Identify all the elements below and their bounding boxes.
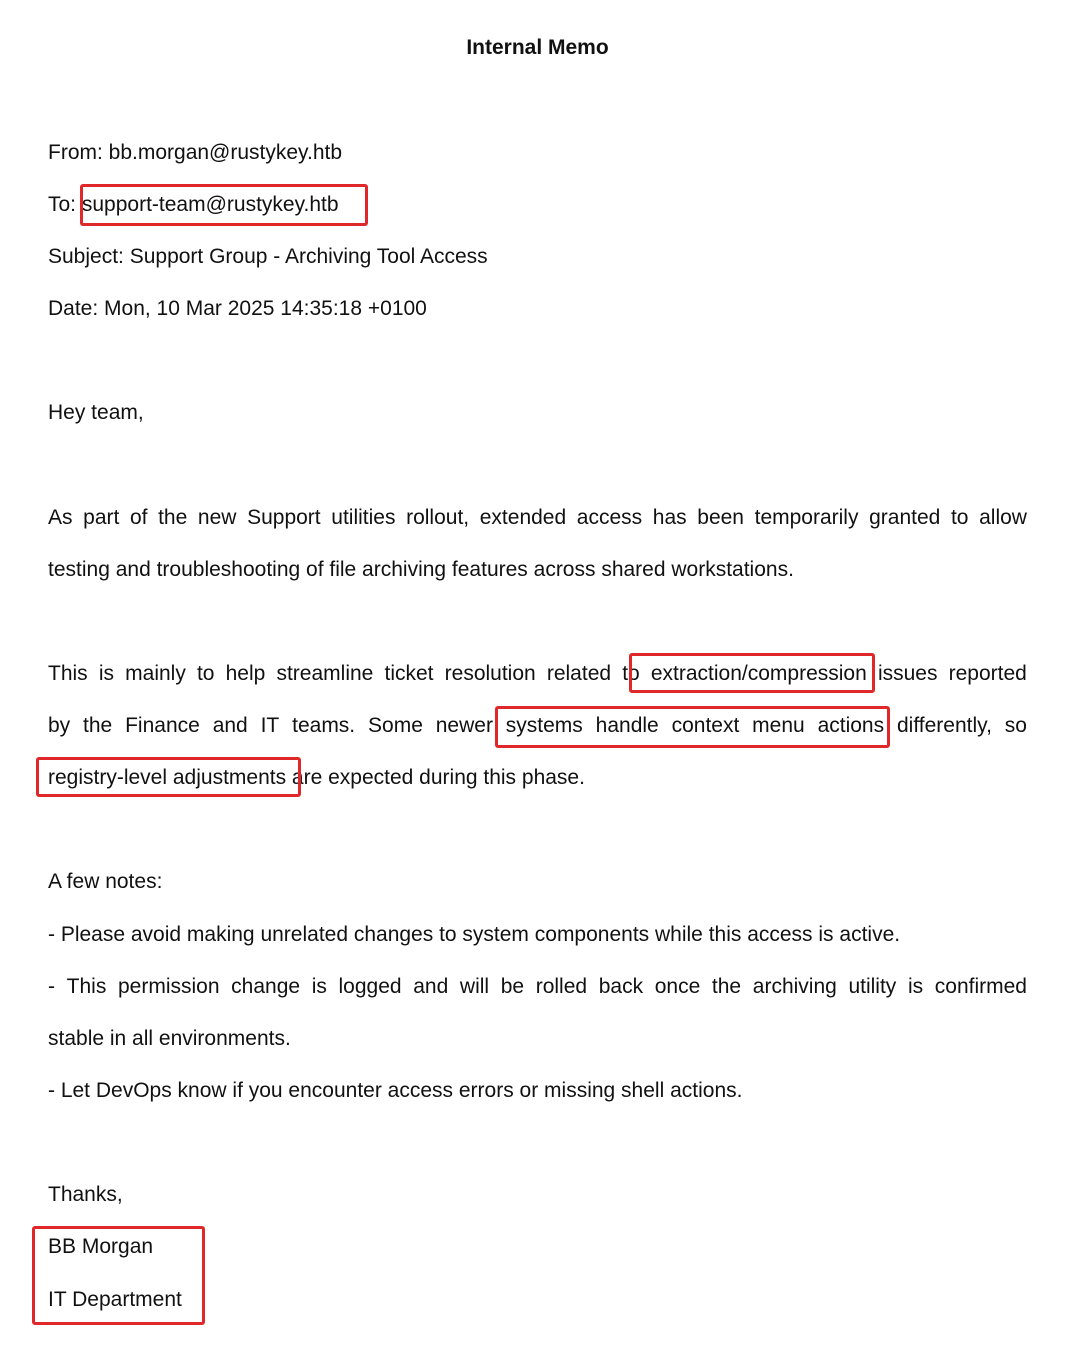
paragraph1-line2: testing and troubleshooting of file archiving features across shared workstations. xyxy=(48,558,794,581)
word: to xyxy=(196,662,215,685)
signer-name: BB Morgan xyxy=(48,1235,154,1258)
word: actions xyxy=(817,714,885,737)
from-line: From: bb.morgan@rustykey.htb xyxy=(48,141,343,164)
highlight-box-to-address xyxy=(80,184,368,226)
word: has xyxy=(652,506,687,529)
word: handle xyxy=(595,714,659,737)
word: the xyxy=(158,506,188,529)
word: Support xyxy=(247,506,321,529)
word: newer xyxy=(435,714,493,737)
word: once xyxy=(654,975,701,998)
word: confirmed xyxy=(934,975,1027,998)
word: streamline xyxy=(276,662,374,685)
note-3: - Let DevOps know if you encounter access errors or missing shell actions. xyxy=(48,1079,743,1102)
word: issues xyxy=(877,662,938,685)
word: granted xyxy=(869,506,941,529)
highlight-box-extraction xyxy=(629,653,875,693)
word: so xyxy=(1004,714,1027,737)
word: help xyxy=(225,662,266,685)
word: archiving xyxy=(752,975,837,998)
word: back xyxy=(598,975,644,998)
word: of xyxy=(129,506,148,529)
word: new xyxy=(197,506,237,529)
word: Some xyxy=(368,714,423,737)
word: systems xyxy=(505,714,583,737)
word: reported xyxy=(948,662,1027,685)
word: ticket xyxy=(384,662,434,685)
word: mainly xyxy=(125,662,186,685)
paragraph2-line3: registry-level adjustments are expected during this phase. xyxy=(48,766,585,789)
word: resolution xyxy=(444,662,536,685)
word: utilities xyxy=(331,506,396,529)
word: utility xyxy=(848,975,897,998)
word: - xyxy=(48,975,55,998)
word: is xyxy=(98,662,114,685)
note-2-line2: stable in all environments. xyxy=(48,1027,291,1050)
word: permission xyxy=(117,975,220,998)
word: rolled xyxy=(535,975,588,998)
word: extraction/compression xyxy=(650,662,867,685)
greeting: Hey team, xyxy=(48,401,144,424)
to-label: To: xyxy=(48,193,77,216)
word: teams. xyxy=(292,714,356,737)
word: is xyxy=(311,975,327,998)
word: rollout, xyxy=(406,506,470,529)
note-2-line1 xyxy=(48,973,1027,1001)
signer-department: IT Department xyxy=(48,1288,182,1311)
word: and xyxy=(413,975,449,998)
word: be xyxy=(500,975,525,998)
word: been xyxy=(697,506,744,529)
word: related xyxy=(546,662,612,685)
word: by xyxy=(48,714,71,737)
to-address: support-team@rustykey.htb xyxy=(81,193,339,216)
word: to xyxy=(622,662,640,685)
word: IT xyxy=(260,714,280,737)
word: Finance xyxy=(125,714,200,737)
word: to xyxy=(950,506,969,529)
highlight-box-signature xyxy=(32,1226,205,1325)
word: will xyxy=(459,975,490,998)
word: the xyxy=(711,975,742,998)
word: change xyxy=(231,975,301,998)
word: part xyxy=(83,506,120,529)
word: This xyxy=(48,662,88,685)
paragraph2-line1 xyxy=(48,660,1027,688)
word: menu xyxy=(752,714,805,737)
memo-title: Internal Memo xyxy=(466,36,609,59)
word: context xyxy=(671,714,740,737)
thanks: Thanks, xyxy=(48,1183,123,1206)
highlight-box-registry xyxy=(36,757,301,797)
word: differently, xyxy=(896,714,992,737)
word: and xyxy=(212,714,248,737)
subject-line: Subject: Support Group - Archiving Tool Access xyxy=(48,245,488,268)
word: This xyxy=(66,975,107,998)
word: allow xyxy=(979,506,1027,529)
word: extended xyxy=(479,506,567,529)
notes-heading: A few notes: xyxy=(48,870,163,893)
word: is xyxy=(907,975,924,998)
note-1: - Please avoid making unrelated changes to system components while this access is active. xyxy=(48,923,901,946)
highlight-box-context-menu xyxy=(495,706,890,748)
date-line: Date: Mon, 10 Mar 2025 14:35:18 +0100 xyxy=(48,297,427,320)
word: temporarily xyxy=(754,506,859,529)
word: access xyxy=(576,506,643,529)
word: logged xyxy=(338,975,402,998)
word: the xyxy=(83,714,113,737)
paragraph1-line1 xyxy=(48,504,1027,532)
word: As xyxy=(48,506,73,529)
